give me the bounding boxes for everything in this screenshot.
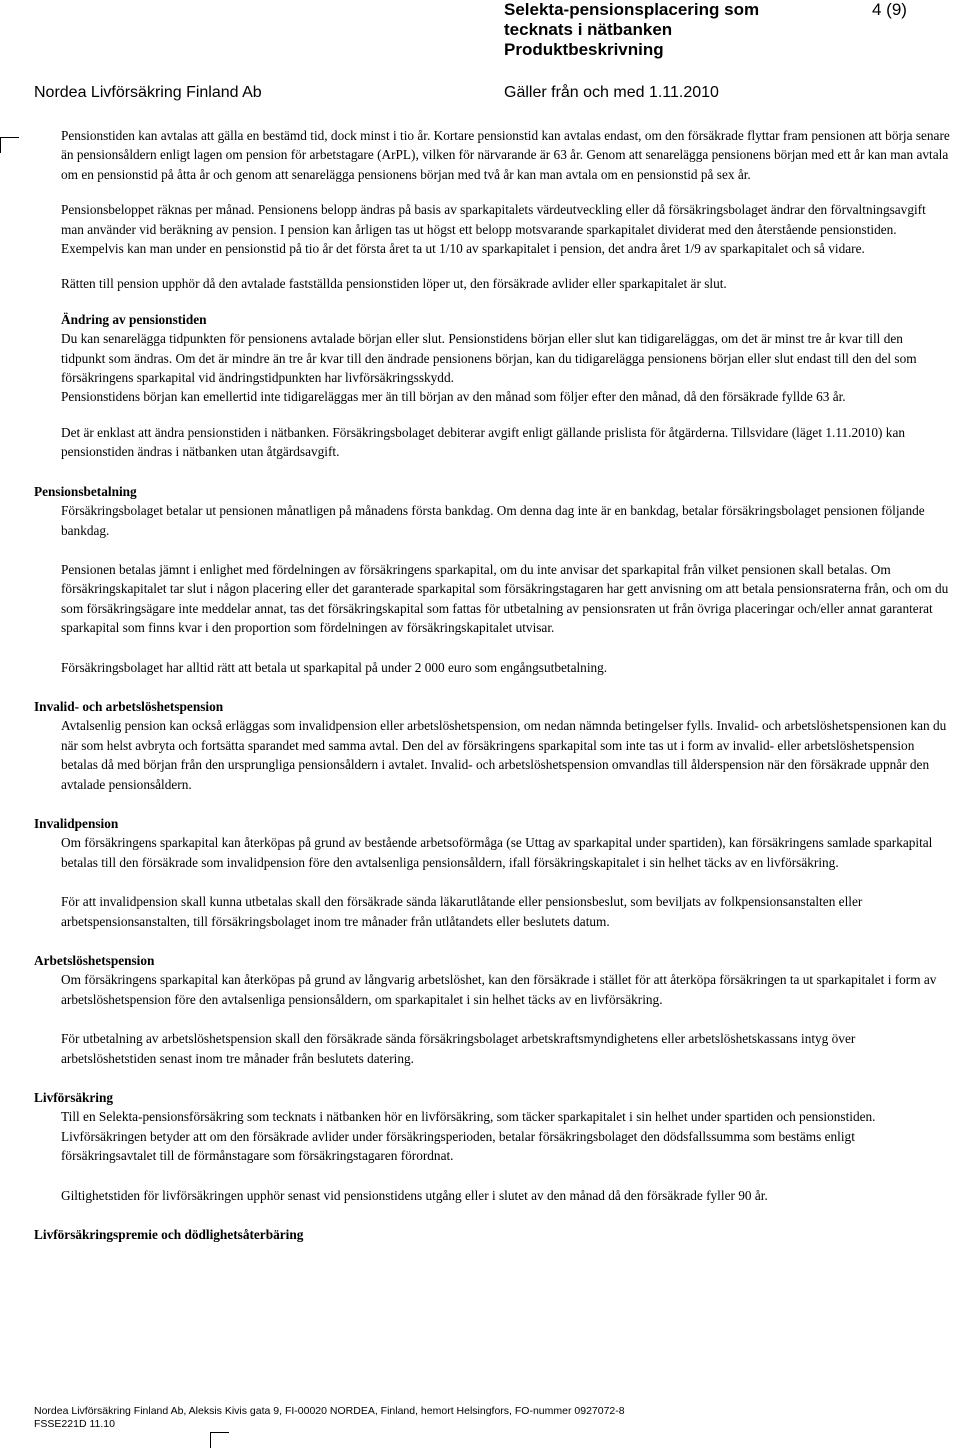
corner-mark [210, 1432, 229, 1448]
paragraph: Om försäkringens sparkapital kan återköpas på grund av bestående arbetsoförmåga (se Uttag av sparkapital under spartiden), kan försäkringens samlade sparkapital betalas till den försäkrade som invalidpension före den avtalsenliga pensionsåldern, ifall försäkringskapitalet i sin helhet täcks av en livförsäkring. [61, 835, 933, 870]
paragraph: För att invalidpension skall kunna utbetalas skall den försäkrade sända läkarutlåtande eller pensionsbeslut, som beviljats av folkpensionsanstalten eller arbetspensionsanstalten, till försäkringsbolaget inom tre månader från utlåtandets eller beslutets datum. [61, 894, 863, 929]
paragraph: Pensionstidens början kan emellertid inte tidigareläggas mer än till början av den månad som följer efter den månad, då den försäkrade fyllde 63 år. [61, 389, 846, 405]
footer-address: Nordea Livförsäkring Finland Ab, Aleksis Kivis gata 9, FI-00020 NORDEA, Finland, hemort Helsingfors, FO-nummer 0927072-8 [34, 1405, 625, 1417]
paragraph: Försäkringsbolaget har alltid rätt att betala ut sparkapital på under 2 000 euro som engångsutbetalning. [61, 659, 608, 675]
paragraph: Pensionsbeloppet räknas per månad. Pensionens belopp ändras på basis av sparkapitalets värdeutveckling eller då försäkringsbolaget ändrar den förvaltningsavgift man använder vid beräkning av pension. I pension kan årligen tas ut högst ett belopp motsvarande sparkapitalet dividerat med den återstående pensionstiden. Exempelvis kan man under en pensionstid på tio år det första året ta ut 1/10 av sparkapitalet i pension, det andra året 1/9 av sparkapitalet och så vidare. [61, 202, 926, 257]
paragraph: Rätten till pension upphör då den avtalade fastställda pensionstiden löper ut, den försäkrade avlider eller sparkapitalet är slut. [61, 276, 727, 292]
paragraph: Pensionen betalas jämnt i enlighet med fördelningen av försäkringens sparkapital, om du inte anvisar det sparkapital från vilket pensionen skall betalas. Om försäkringskapitalet tar slut i någon placering eller det garanterade sparkapital som försäkringstagaren har gett anvisning om att betala pensionsraterna från, och om du som försäkringsägare inte meddelar annat, tas det försäkringskapital som fattas för utbetalning av pensionsraten ut från övriga placeringar och/eller annat garanterat sparkapital som finns kvar i den proportion som fördelningen av försäkringskapitalet utvisar. [61, 561, 949, 636]
section-heading: Ändring av pensionstiden [61, 311, 207, 327]
company-name: Nordea Livförsäkring Finland Ab [34, 84, 262, 101]
title-line: tecknats i nätbanken [504, 20, 673, 39]
page-footer [34, 1405, 625, 1431]
paragraph: Du kan senarelägga tidpunkten för pensionens avtalade början eller slut. Pensionstidens början eller slut kan tidigareläggas, om det är minst tre år kvar till den tidpunkt som ändras. Om det är mindre än tre år kvar till den ändrade pensionens början, kan du tidigarelägga pensionens början eller slut endast till den del som försäkringens sparkapital vid ändringstidpunkten har livförsäkringsskydd. [61, 331, 917, 386]
paragraph: Till en Selekta-pensionsförsäkring som tecknats i nätbanken hör en livförsäkring, som täcker sparkapitalet i sin helhet under spartiden och pensionstiden. Livförsäkringen betyder att om den försäkrade avlider under försäkringsperioden, betalar försäkringsbolaget den dödsfallssumma som bestäms enligt försäkringsavtalet till de förmånstagare som försäkringstagaren förordnat. [61, 1109, 876, 1164]
section-heading: Livförsäkringspremie och dödlighetsåterbäring [34, 1227, 304, 1243]
paragraph: Giltighetstiden för livförsäkringen upphör senast vid pensionstidens utgång eller i slutet av den månad då den försäkrade fyller 90 år. [61, 1187, 768, 1203]
paragraph: Försäkringsbolaget betalar ut pensionen månatligen på månadens första bankdag. Om denna dag inte är en bankdag, betalar försäkringsbolaget pensionen följande bankdag. [61, 503, 925, 538]
footer-form-code: FSSE221D 11.10 [34, 1418, 115, 1430]
section-heading: Arbetslöshetspension [34, 953, 155, 968]
paragraph: Om försäkringens sparkapital kan återköpas på grund av långvarig arbetslöshet, kan den försäkrade i stället för att återköpa försäkringen ta ut sparkapitalet i form av arbetslöshetspension före den avtalsenliga pensionsåldern, om sparkapitalet i sin helhet täcks av en livförsäkring. [61, 972, 937, 1007]
paragraph: Avtalsenlig pension kan också erläggas som invalidpension eller arbetslöshetspension, om nedan nämnda betingelser fylls. Invalid- och arbetslöshetspensionen kan du när som helst avbryta och fortsätta sparandet med samma avtal. Den del av försäkringens sparkapital som inte tas ut i form av invalid- eller arbetslöshetspension betalas då med början från den ursprungliga pensionsåldern i avtalet. Invalid- och arbetslöshetspension omvandlas till ålderspension när den försäkrade uppnår den avtalade pensionsåldern. [61, 718, 947, 792]
section-heading: Invalidpension [34, 815, 119, 831]
title-line: Produktbeskrivning [504, 40, 664, 59]
section-heading: Pensionsbetalning [34, 483, 137, 499]
paragraph: Det är enklast att ändra pensionstiden i nätbanken. Försäkringsbolaget debiterar avgift enligt gällande prislista för åtgärderna. Tillsvidare (läget 1.11.2010) kan pensionstiden ändras i nätbanken utan åtgärdsavgift. [61, 424, 905, 460]
document-title [504, 0, 759, 60]
corner-mark [0, 137, 19, 153]
valid-from-date: Gäller från och med 1.11.2010 [504, 84, 719, 101]
page-number: 4 (9) [872, 0, 907, 19]
paragraph: Pensionstiden kan avtalas att gälla en bestämd tid, dock minst i tio år. Kortare pensionstid kan avtalas endast, om den försäkrade flyttar fram pensionen att börja senare än pensionsåldern enligt lagen om pension för arbetstagare (ArPL), vilken för närvarande är 63 år. Genom att senarelägga pensionens början med ett år kan man avtala om en pensionstid på åtta år och genom att senarelägga pensionens början med två år kan man avtala om en pensionstid på sex år. [61, 128, 950, 182]
document-body [34, 126, 950, 1244]
section-heading: Invalid- och arbetslöshetspension [34, 698, 224, 714]
title-line: Selekta-pensionsplacering som [504, 0, 760, 19]
paragraph: För utbetalning av arbetslöshetspension skall den försäkrade sända försäkringsbolaget arbetskraftsmyndighetens eller arbetslöshetskassans intyg över arbetslöshetstiden senast inom tre månader från beslutets datering. [61, 1031, 856, 1066]
section-heading: Livförsäkring [34, 1090, 114, 1106]
